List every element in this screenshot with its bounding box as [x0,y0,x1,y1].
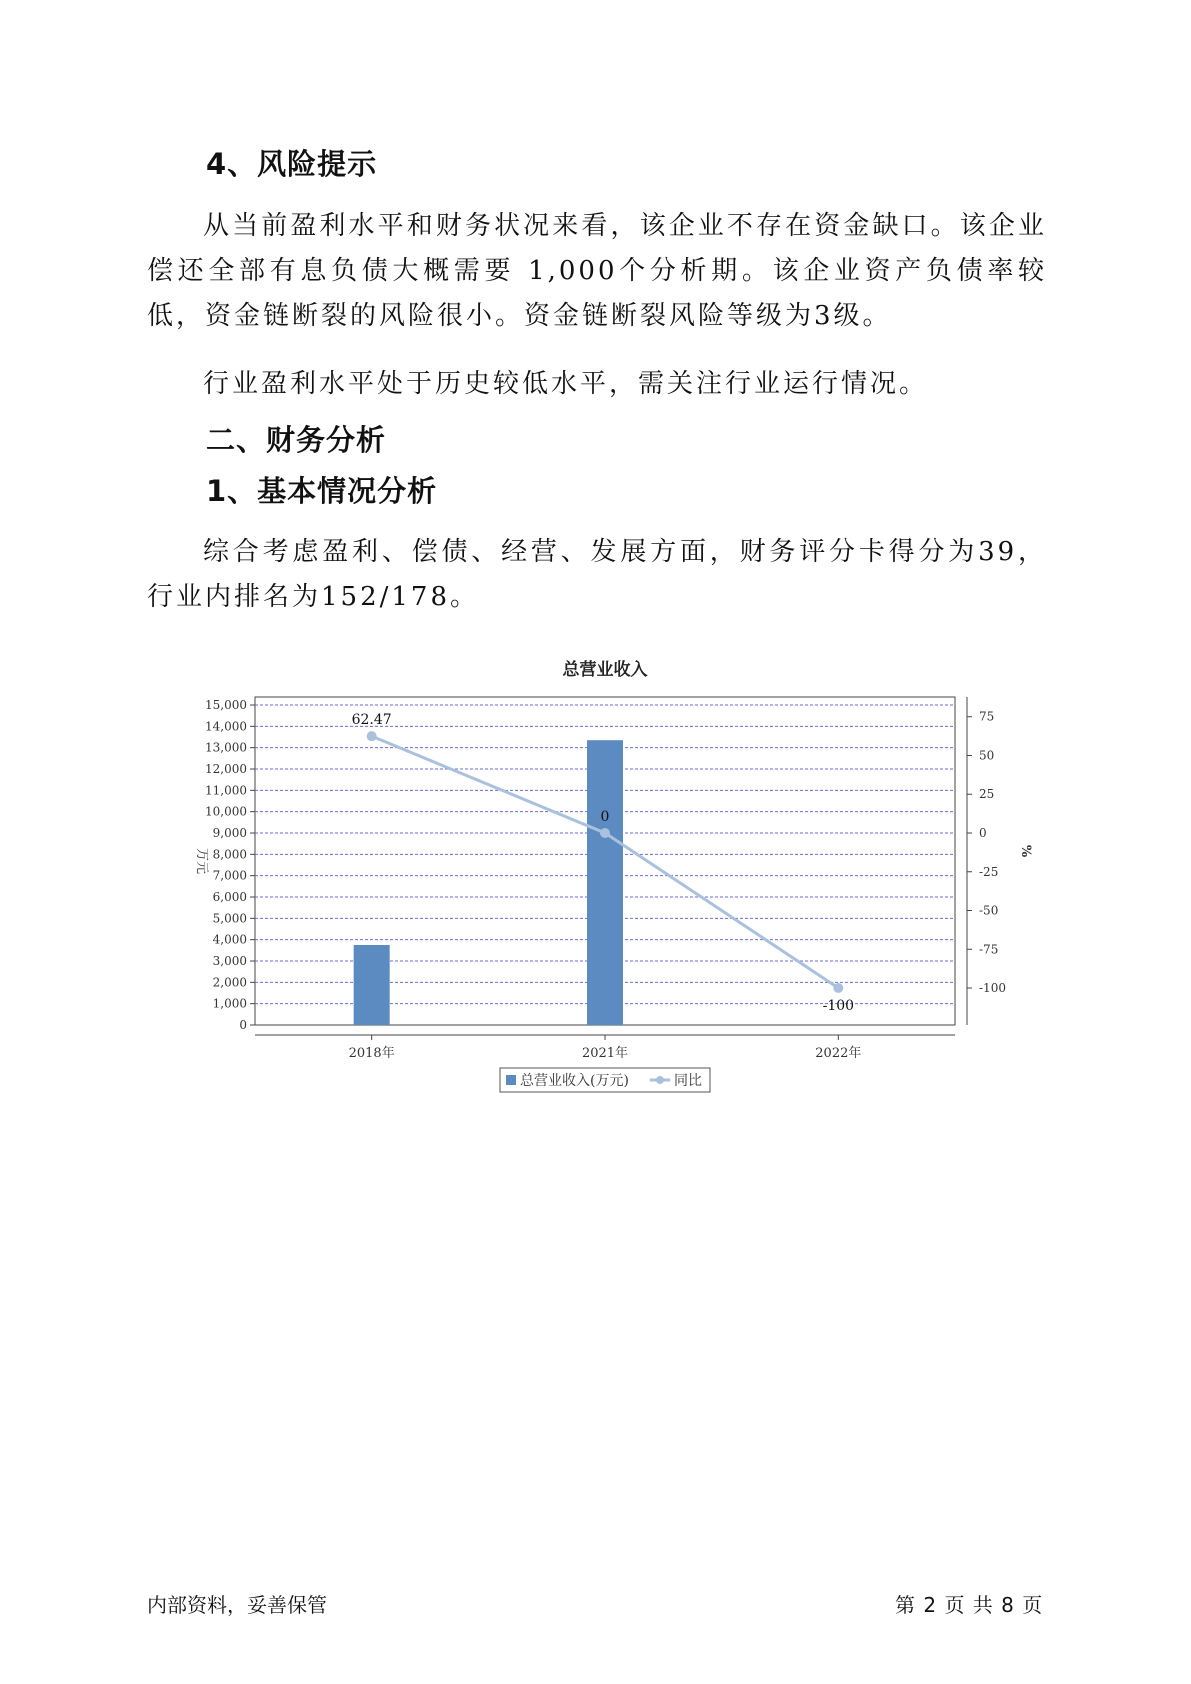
y2-tick-label: -75 [979,942,999,957]
y2-axis-label: % [1018,844,1033,858]
scorecard-paragraph: 综合考虑盈利、偿债、经营、发展方面，财务评分卡得分为39，行业内排名为152/178。 [147,537,1047,612]
x-tick-label: 2022年 [815,1046,862,1061]
revenue-chart-svg [180,645,1040,1105]
risk-paragraph: 从当前盈利水平和财务状况来看，该企业不存在资金缺口。该企业偿还全部有息负债大概需要 1,000个分析期。该企业资产负债率较低，资金链断裂的风险很小。资金链断裂风险等级为3级。 [147,211,1047,331]
x-tick-label: 2018年 [348,1046,395,1061]
legend-bar-swatch [506,1075,516,1085]
revenue-bar [587,740,623,1025]
legend-bar-label: 总营业收入(万元) [520,1073,629,1089]
footer-page-number: 第 2 页 共 8 页 [895,1593,1044,1617]
yoy-point [600,828,610,838]
y-tick-label: 7,000 [212,868,247,883]
yoy-data-label: 62.47 [351,712,392,729]
y-tick-label: 4,000 [212,932,247,947]
yoy-point [833,983,843,993]
y2-tick-label: 0 [979,826,987,840]
risk-heading: 4、风险提示 [206,147,378,181]
y-tick-label: 11,000 [205,783,247,798]
y-tick-label: 13,000 [205,740,247,755]
footer-confidential: 内部资料，妥善保管 [147,1593,327,1617]
y2-tick-label: -100 [979,981,1006,996]
y2-tick-label: 50 [979,748,995,763]
y-tick-label: 5,000 [212,911,247,926]
legend-line-marker [656,1076,664,1084]
financial-analysis-heading: 二、财务分析 [206,423,387,457]
y-tick-label: 14,000 [205,719,247,734]
y2-tick-label: 75 [979,709,995,724]
yoy-point [367,731,377,741]
chart-title: 总营业收入 [562,660,648,680]
y-tick-label: 6,000 [212,890,247,904]
yoy-data-label: 0 [600,809,610,825]
y-tick-label: 15,000 [205,698,247,712]
x-tick-label: 2021年 [581,1046,629,1061]
y2-tick-label: -25 [979,864,999,879]
y-axis-label: 万元 [194,847,209,875]
revenue-chart [180,645,1040,1105]
y-tick-label: 0 [239,1018,247,1032]
yoy-data-label: -100 [822,998,855,1015]
y-tick-label: 1,000 [212,996,247,1011]
basic-analysis-heading: 1、基本情况分析 [206,474,438,508]
y-tick-label: 8,000 [212,847,247,862]
y-tick-label: 2,000 [212,975,247,990]
revenue-bar [354,945,390,1025]
legend-line-label: 同比 [674,1073,702,1089]
y-tick-label: 3,000 [212,954,247,968]
y2-tick-label: -50 [979,903,999,918]
y-tick-label: 9,000 [212,826,247,840]
y-tick-label: 10,000 [205,804,247,819]
y2-tick-label: 25 [979,787,995,802]
industry-paragraph: 行业盈利水平处于历史较低水平，需关注行业运行情况。 [203,369,929,399]
y-tick-label: 12,000 [205,762,247,776]
